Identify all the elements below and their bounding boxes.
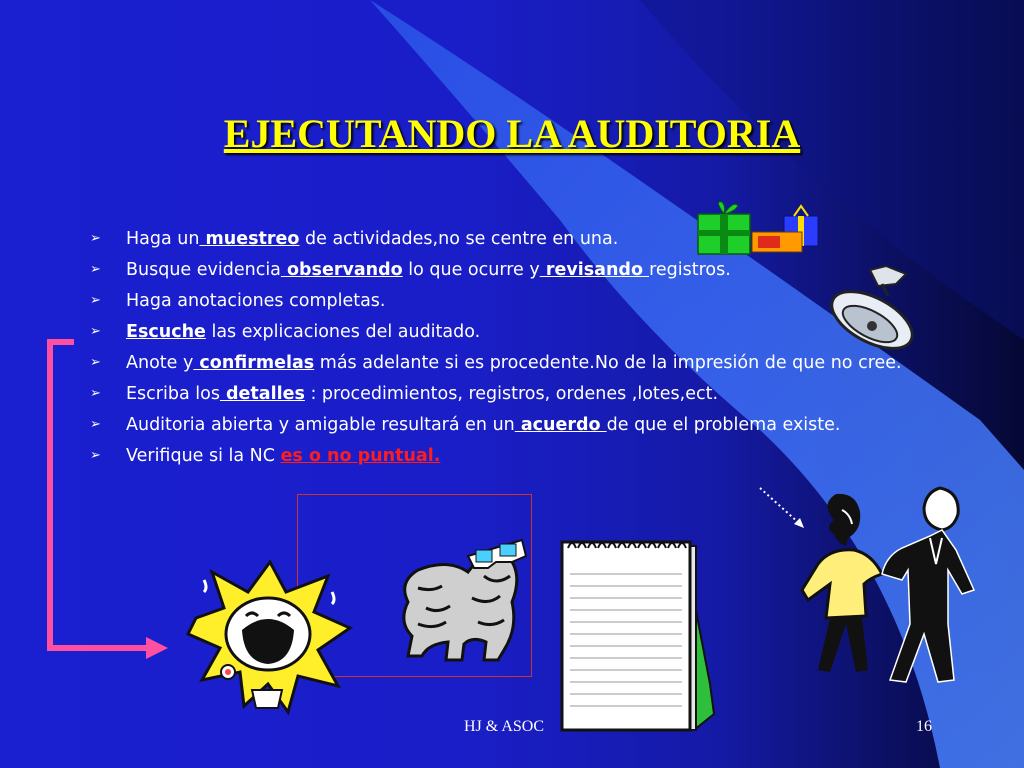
footer-label: HJ & ASOC — [464, 718, 545, 735]
slide-title: EJECUTANDO LA AUDITORIA — [223, 111, 801, 156]
bullet-arrow-icon: ➢ — [90, 324, 101, 339]
bullet-text: Escriba los — [126, 384, 220, 404]
bullet-text: Busque evidencia — [126, 260, 281, 280]
bullet-item — [90, 226, 940, 252]
bulldog-sunglasses-icon — [388, 532, 528, 666]
keyword-text: Escuche — [126, 322, 206, 342]
highlight-text: es o no puntual. — [280, 446, 441, 466]
bullet-text: Auditoria abierta y amigable resultará en un — [126, 415, 515, 435]
bullet-item — [90, 443, 940, 469]
bullet-text: Haga un — [126, 229, 200, 249]
keyword-text: confirmelas — [193, 353, 315, 373]
bullet-item — [90, 257, 940, 283]
notepad-icon — [554, 534, 720, 738]
bullet-text: más adelante si es procedente.No de la impresión de que no cree. — [314, 353, 902, 373]
keyword-text: detalles — [219, 384, 305, 404]
bullet-arrow-icon: ➢ — [90, 262, 101, 277]
bullet-text: las explicaciones del auditado. — [205, 322, 481, 342]
bullet-text: Verifique si la NC — [126, 446, 281, 466]
bullet-item — [90, 412, 940, 438]
handshake-people-icon — [790, 484, 980, 684]
bullet-item — [90, 288, 940, 314]
bullet-item — [90, 350, 940, 376]
crying-baby-icon — [182, 558, 358, 722]
bullet-list — [90, 226, 940, 474]
keyword-text: revisando — [539, 260, 650, 280]
bullet-text: de actividades,no se centre en una. — [299, 229, 619, 249]
bullet-arrow-icon: ➢ — [90, 293, 101, 308]
bullet-text: lo que ocurre y — [402, 260, 540, 280]
bullet-arrow-icon: ➢ — [90, 448, 101, 463]
keyword-text: acuerdo — [514, 415, 607, 435]
bullet-text: Anote y — [126, 353, 194, 373]
bullet-text: : procedimientos, registros, ordenes ,lotes,ect. — [304, 384, 719, 404]
page-number: 16 — [916, 718, 932, 735]
bullet-arrow-icon: ➢ — [90, 417, 101, 432]
bullet-item — [90, 381, 940, 407]
bullet-item — [90, 319, 940, 345]
bullet-text: de que el problema existe. — [606, 415, 841, 435]
bullet-text: Haga anotaciones completas. — [126, 291, 386, 311]
keyword-text: muestreo — [199, 229, 300, 249]
bullet-text: registros. — [649, 260, 731, 280]
bullet-arrow-icon: ➢ — [90, 386, 101, 401]
bullet-arrow-icon: ➢ — [90, 355, 101, 370]
bullet-arrow-icon: ➢ — [90, 231, 101, 246]
keyword-text: observando — [280, 260, 403, 280]
